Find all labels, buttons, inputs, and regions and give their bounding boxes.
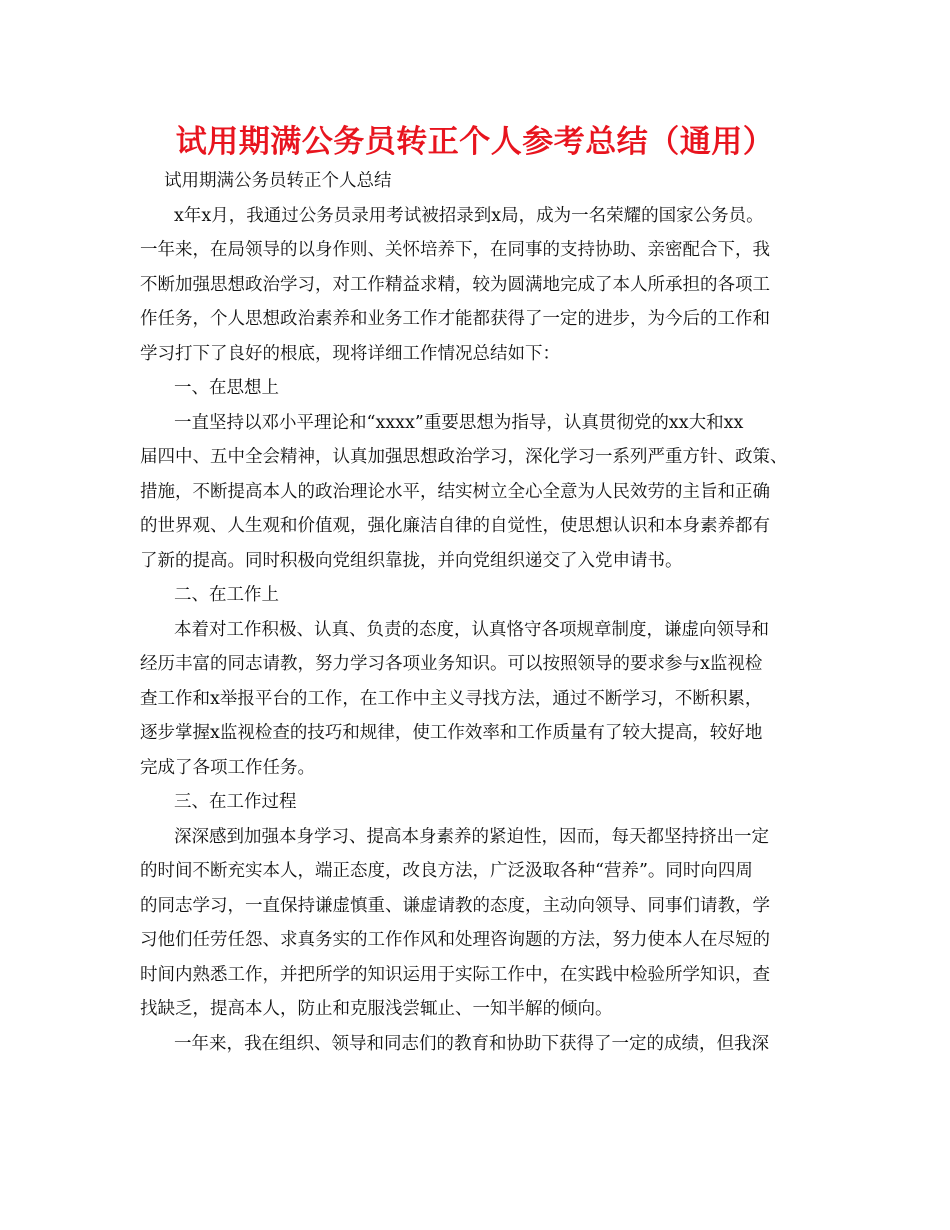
paragraph-line: 措施，不断提高本人的政治理论水平，结实树立全心全意为人民效劳的主旨和正确 xyxy=(140,481,770,502)
paragraph-line: 一年来，我在组织、领导和同志们的教育和协助下获得了一定的成绩，但我深 xyxy=(174,1033,769,1054)
paragraph-line: 届四中、五中全会精神，认真加强思想政治学习，深化学习一系列严重方针、政策、 xyxy=(140,447,788,467)
paragraph-line: 学习打下了良好的根底，现将详细工作情况总结如下： xyxy=(140,343,560,364)
paragraph-line: 一直坚持以邓小平理论和“xxxx”重要思想为指导，认真贯彻党的xx大和xx xyxy=(174,412,744,433)
paragraph-line: 不断加强思想政治学习，对工作精益求精，较为圆满地完成了本人所承担的各项工 xyxy=(140,274,770,295)
paragraph-line: 完成了各项工作任务。 xyxy=(140,757,315,778)
paragraph-line: 经历丰富的同志请教，努力学习各项业务知识。可以按照领导的要求参与x监视检 xyxy=(140,654,763,674)
paragraph-line: 的时间不断充实本人，端正态度，改良方法，广泛汲取各种“营养”。同时向四周 xyxy=(140,861,753,881)
document-body xyxy=(140,164,820,1061)
section-heading: 二、在工作上 xyxy=(174,585,279,605)
paragraph-line: 一年来，在局领导的以身作则、关怀培养下，在同事的支持协助、亲密配合下，我 xyxy=(140,240,770,260)
paragraph-line: 本着对工作积极、认真、负责的态度，认真恪守各项规章制度，谦虚向领导和 xyxy=(174,619,769,640)
paragraph-line: 作任务，个人思想政治素养和业务工作才能都获得了一定的进步，为今后的工作和 xyxy=(140,309,770,329)
paragraph-line: 时间内熟悉工作，并把所学的知识运用于实际工作中，在实践中检验所学知识，查 xyxy=(140,964,770,985)
paragraph-line: 了新的提高。同时积极向党组织靠拢，并向党组织递交了入党申请书。 xyxy=(140,550,683,571)
paragraph-line: 习他们任劳任怨、求真务实的工作作风和处理咨询题的方法，努力使本人在尽短的 xyxy=(140,930,770,950)
paragraph-line: 找缺乏，提高本人，防止和克服浅尝辄止、一知半解的倾向。 xyxy=(140,999,613,1019)
paragraph-line: 逐步掌握x监视检查的技巧和规律，使工作效率和工作质量有了较大提高，较好地 xyxy=(140,723,763,743)
section-heading: 一、在思想上 xyxy=(174,378,279,398)
paragraph-line: 的世界观、人生观和价值观，强化廉洁自律的自觉性，使思想认识和本身素养都有 xyxy=(140,516,770,536)
document-title: 试用期满公务员转正个人参考总结（通用） xyxy=(175,124,775,160)
paragraph-line: 的同志学习，一直保持谦虚慎重、谦虚请教的态度，主动向领导、同事们请教，学 xyxy=(140,895,770,916)
subtitle-line: 试用期满公务员转正个人总结 xyxy=(164,171,392,191)
paragraph-line: 查工作和x举报平台的工作，在工作中主义寻找方法，通过不断学习，不断积累， xyxy=(140,688,763,709)
paragraph-line: 深深感到加强本身学习、提高本身素养的紧迫性，因而，每天都坚持挤出一定 xyxy=(174,826,769,847)
section-heading: 三、在工作过程 xyxy=(174,792,297,812)
paragraph-line: x年x月，我通过公务员录用考试被招录到x局，成为一名荣耀的国家公务员。 xyxy=(174,205,764,226)
